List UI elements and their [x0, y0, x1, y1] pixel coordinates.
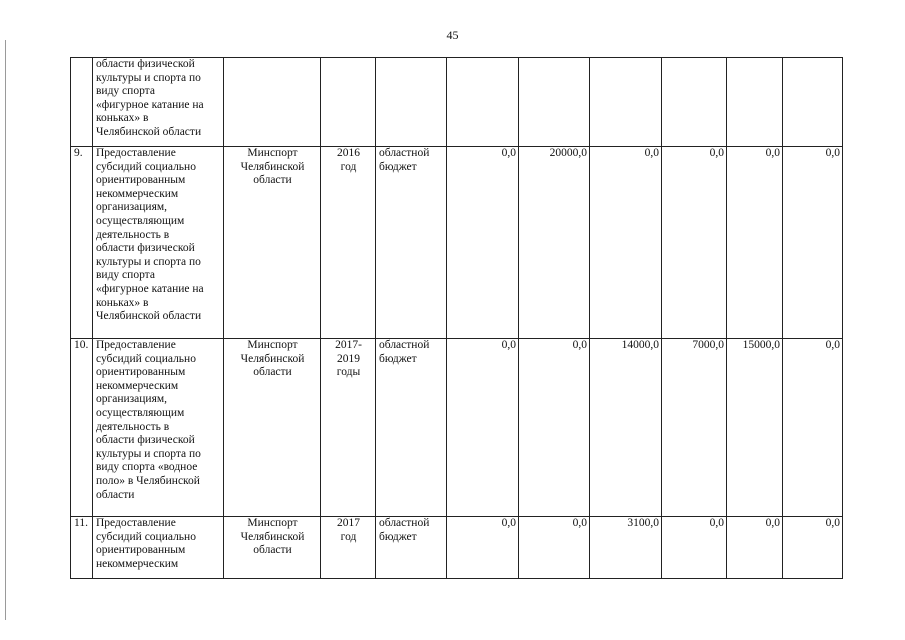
funding-value	[447, 517, 519, 579]
activity-name-text: Предоставление субсидий социально ориентированным некоммерческим организациям, осуществляющим деятельность в области физической культуры и спорта по виду спорта «водное поло» в Челябинской области	[96, 339, 201, 501]
term	[321, 147, 376, 339]
funding-value-text: 0,0	[501, 147, 516, 159]
funding-value-text: 0,0	[825, 147, 840, 159]
funding-value-text: 7000,0	[692, 339, 724, 351]
funding-value	[590, 58, 662, 147]
row-number	[71, 517, 93, 579]
funding-value	[590, 517, 662, 579]
table-row	[71, 517, 843, 579]
funding-value	[662, 339, 727, 517]
executor-text: Минспорт Челябинской области	[240, 147, 305, 187]
executor	[224, 147, 321, 339]
executor	[224, 339, 321, 517]
table-row	[71, 147, 843, 339]
funding-value	[727, 58, 783, 147]
term	[321, 339, 376, 517]
activity-name	[93, 58, 224, 147]
row-number-text: 10.	[74, 339, 89, 351]
funding-value	[662, 517, 727, 579]
funding-value-text: 0,0	[572, 339, 587, 351]
funding-value	[727, 517, 783, 579]
funding-value-text: 0,0	[825, 339, 840, 351]
executor-text: Минспорт Челябинской области	[240, 517, 305, 557]
term-text: 2017 год	[337, 517, 360, 543]
funding-value	[662, 147, 727, 339]
funding-value-text: 0,0	[572, 517, 587, 529]
page-number: 45	[446, 28, 459, 42]
term	[321, 517, 376, 579]
funding-value	[519, 517, 590, 579]
table-body	[71, 58, 843, 579]
scan-edge-line	[5, 40, 6, 620]
funding-value-text: 14000,0	[621, 339, 659, 351]
term	[321, 58, 376, 147]
activity-name-text: области физической культуры и спорта по виду спорта «фигурное катание на коньках» в Челябинской области	[96, 58, 204, 138]
row-number	[71, 147, 93, 339]
funding-value-text: 0,0	[501, 339, 516, 351]
funding-source-text: областной бюджет	[379, 339, 430, 365]
funding-value-text: 0,0	[765, 147, 780, 159]
funding-value	[447, 339, 519, 517]
funding-value	[783, 339, 843, 517]
funding-source-text: областной бюджет	[379, 147, 430, 173]
executor-text: Минспорт Челябинской области	[240, 339, 305, 379]
activity-name	[93, 517, 224, 579]
funding-value	[662, 58, 727, 147]
activity-name-text: Предоставление субсидий социально ориентированным некоммерческим	[96, 517, 196, 570]
funding-value-text: 0,0	[709, 517, 724, 529]
term-text: 2016 год	[337, 147, 360, 173]
executor	[224, 517, 321, 579]
funding-value	[519, 339, 590, 517]
funding-value	[783, 147, 843, 339]
funding-value	[783, 517, 843, 579]
funding-value-text: 0,0	[501, 517, 516, 529]
row-number-text: 9.	[74, 147, 83, 159]
funding-value-text: 0,0	[709, 147, 724, 159]
activity-name	[93, 339, 224, 517]
funding-value	[783, 58, 843, 147]
row-number	[71, 339, 93, 517]
funding-source	[376, 517, 447, 579]
funding-source	[376, 58, 447, 147]
funding-value	[590, 339, 662, 517]
funding-value	[519, 147, 590, 339]
funding-value	[590, 147, 662, 339]
funding-value	[727, 339, 783, 517]
funding-value-text: 3100,0	[627, 517, 659, 529]
funding-value	[447, 58, 519, 147]
funding-value	[447, 147, 519, 339]
funding-value	[519, 58, 590, 147]
funding-value-text: 0,0	[644, 147, 659, 159]
funding-source	[376, 339, 447, 517]
budget-table	[70, 57, 843, 579]
row-number	[71, 58, 93, 147]
funding-value	[727, 147, 783, 339]
executor	[224, 58, 321, 147]
activity-name-text: Предоставление субсидий социально ориентированным некоммерческим организациям, осуществляющим деятельность в области физической культуры и спорта по виду спорта «фигурное катание на коньках» в Челябинской области	[96, 147, 204, 323]
term-text: 2017- 2019 годы	[335, 339, 362, 379]
funding-value-text: 0,0	[765, 517, 780, 529]
table-row	[71, 58, 843, 147]
funding-value-text: 20000,0	[549, 147, 587, 159]
table-row	[71, 339, 843, 517]
funding-value-text: 0,0	[825, 517, 840, 529]
funding-source-text: областной бюджет	[379, 517, 430, 543]
funding-value-text: 15000,0	[742, 339, 780, 351]
activity-name	[93, 147, 224, 339]
row-number-text: 11.	[74, 517, 88, 529]
funding-source	[376, 147, 447, 339]
